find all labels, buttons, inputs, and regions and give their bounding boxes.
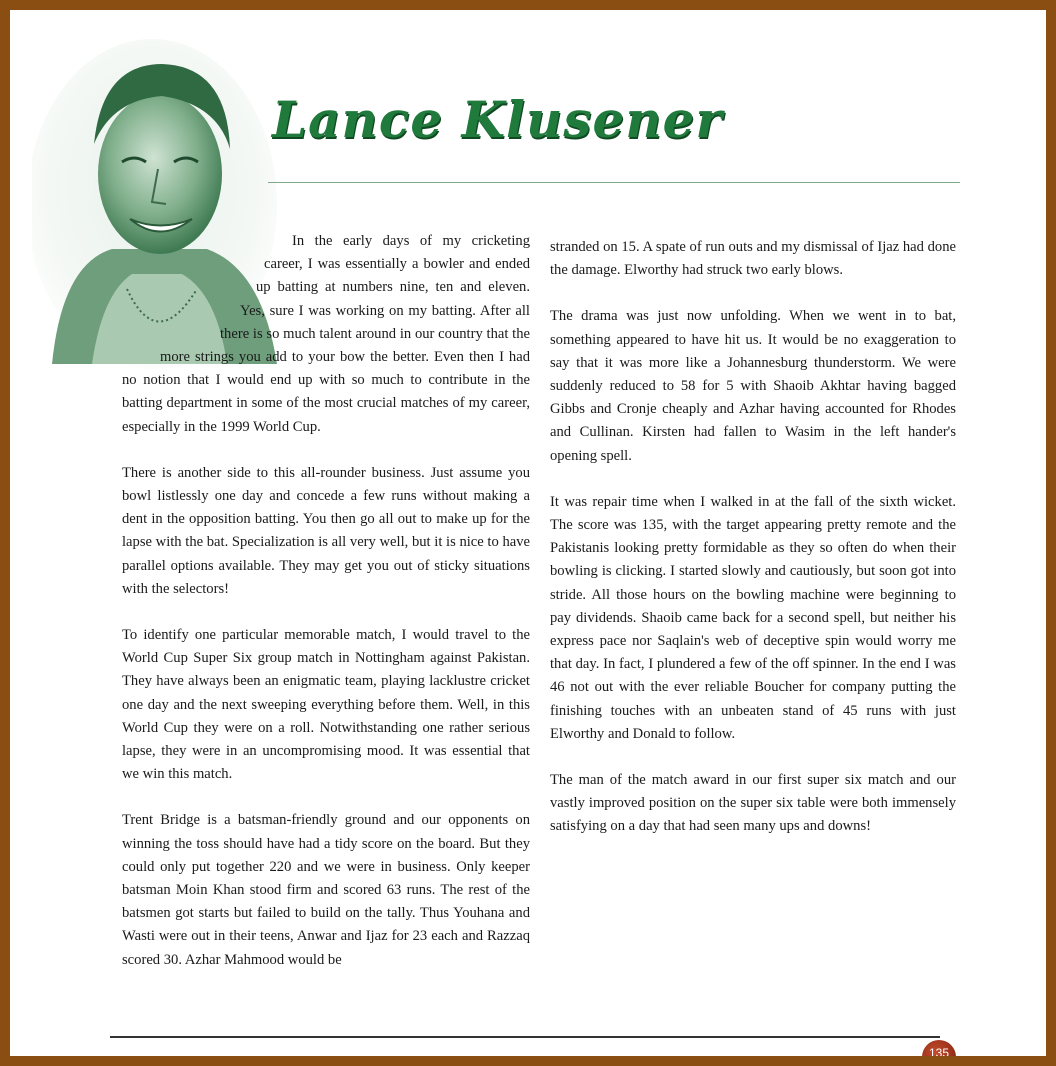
paragraph: stranded on 15. A spate of run outs and my dismissal of Ijaz had done the damage. Elworthy had struck two early blows. (550, 239, 956, 279)
paragraph: To identify one particular memorable match, I would travel to the World Cup Super Six group match in Nottingham against Pakistan. They have always been an enigmatic team, playing lacklustre cricket one day and the next sweeping everything before them. Well, in this World Cup they were on a roll. Notwithstanding one rather serious lapse, they were in an uncompromising mood. It was essential that we win this match. (122, 627, 530, 783)
page-number: 135 (922, 1040, 956, 1056)
right-column (550, 236, 956, 862)
paragraph: There is another side to this all-rounder business. Just assume you bowl listlessly one day and concede a few runs without making a dent in the opposition batting. You then go all out to make up for the lapse with the bat. Specialization is all very well, but it is nice to have parallel options available. They may get you out of sticky situations with the selectors! (122, 464, 530, 597)
paragraph: It was repair time when I walked in at the fall of the sixth wicket. The score was 135, with the target appearing pretty remote and the Pakistanis looking pretty formidable as they so often do when their bowling is clicking. I started slowly and cautiously, but soon got into stride. All those hours on the bowling machine were beginning to pay dividends. Shaoib came back for a second spell, but neither his express pace nor Saqlain's web of deceptive spin would worry me that day. In fact, I plundered a few of the off spinner. In the end I was 46 not out with the ever reliable Boucher for company putting the finishing touches with an unbeaten stand of 45 runs with just Elworthy and Donald to follow. (550, 493, 956, 742)
paragraph: The drama was just now unfolding. When we went in to bat, something appeared to have hit us. It would be no exaggeration to say that it was more like a Johannesburg thunderstorm. We were suddenly reduced to 58 for 5 with Shaoib Akhtar having bagged Gibbs and Cronje cheaply and Azhar having accounted for Rhodes and Cullinan. Kirsten had fallen to Wasim in the left hander's opening spell. (550, 308, 956, 464)
paragraph: Trent Bridge is a batsman-friendly ground and our opponents on winning the toss should have had a tidy score on the board. But they could only put together 220 and we were in business. Only keeper batsman Moin Khan stood firm and scored 63 runs. The rest of the batsmen got starts but failed to build on the tally. Thus Youhana and Wasti were out in their teens, Anwar and Ijaz for 23 each and Razzaq scored 30. Azhar Mahmood would be (122, 812, 530, 968)
paragraph: The man of the match award in our first super six match and our vastly improved position on the super six table were both immensely satisfying on a day that had seen many ups and downs! (550, 772, 956, 835)
paragraph: In the early days of my cricketing career, I was essentially a bowler and ended up batting at numbers nine, ten and eleven. Yes, sure I was working on my batting. After all there is so much talent around in our country that the more strings you add to your bow the better. Even then I had no notion that I would end up with so much to contribute in the batting department in some of the most crucial matches of my career, especially in the 1999 World Cup. (122, 233, 530, 435)
left-column (122, 230, 530, 995)
footer-divider (110, 1036, 940, 1038)
title-divider (268, 182, 960, 183)
book-page (10, 10, 1046, 1056)
page-title: Lance Klusener (272, 90, 723, 149)
